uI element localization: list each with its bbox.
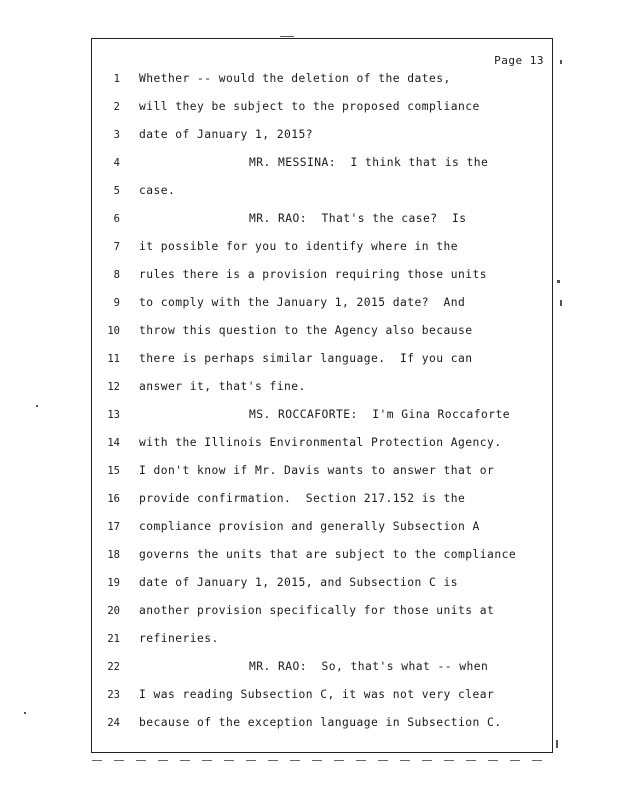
transcript-line [92, 491, 552, 511]
line-number: 19 [107, 577, 120, 589]
line-number: 23 [107, 689, 120, 701]
scan-speck [557, 280, 560, 283]
line-text: case. [139, 184, 176, 197]
line-number: 17 [107, 521, 120, 533]
line-number: 5 [113, 185, 120, 197]
line-text: refineries. [139, 632, 219, 645]
line-text: throw this question to the Agency also because [139, 324, 473, 337]
line-text: date of January 1, 2015, and Subsection C is [139, 576, 459, 589]
line-text: I was reading Subsection C, it was not very clear [139, 688, 495, 701]
transcript-line [92, 687, 552, 707]
line-text: will they be subject to the proposed compliance [139, 100, 480, 113]
line-text: rules there is a provision requiring those units [139, 268, 488, 281]
scan-speck [280, 36, 294, 37]
line-number: 11 [107, 353, 120, 365]
line-text: date of January 1, 2015? [139, 128, 314, 141]
scan-speck [24, 712, 26, 714]
transcript-line [92, 239, 552, 259]
line-number: 9 [113, 297, 120, 309]
line-text: because of the exception language in Subsection C. [139, 716, 502, 729]
scan-artifact-rule [92, 760, 552, 761]
line-text: MR. RAO: So, that's what -- when [249, 660, 489, 673]
line-text: with the Illinois Environmental Protection Agency. [139, 436, 502, 449]
line-text: another provision specifically for those units at [139, 604, 495, 617]
transcript-line [92, 211, 552, 231]
transcript-line [92, 547, 552, 567]
line-text: there is perhaps similar language. If you can [139, 352, 473, 365]
transcript-line [92, 407, 552, 427]
transcript-line [92, 155, 552, 175]
transcript-line [92, 575, 552, 595]
transcript-line [92, 351, 552, 371]
line-text: it possible for you to identify where in the [139, 240, 459, 253]
page-number: Page 13 [494, 54, 544, 67]
line-number: 24 [107, 717, 120, 729]
transcript-line [92, 659, 552, 679]
transcript-line [92, 183, 552, 203]
transcript-line [92, 603, 552, 623]
line-number: 4 [113, 157, 120, 169]
line-text: governs the units that are subject to the compliance [139, 548, 517, 561]
scan-speck [560, 60, 562, 64]
transcript-line [92, 715, 552, 735]
line-number: 10 [107, 325, 120, 337]
line-number: 3 [113, 129, 120, 141]
line-text: I don't know if Mr. Davis wants to answer that or [139, 464, 495, 477]
line-text: Whether -- would the deletion of the dates, [139, 72, 451, 85]
line-number: 8 [113, 269, 120, 281]
transcript-page [91, 38, 553, 753]
scan-speck [556, 740, 558, 748]
transcript-line [92, 379, 552, 399]
line-number: 6 [113, 213, 120, 225]
line-text: compliance provision and generally Subsection A [139, 520, 480, 533]
transcript-line [92, 127, 552, 147]
line-number: 2 [113, 101, 120, 113]
transcript-line [92, 99, 552, 119]
transcript-line [92, 323, 552, 343]
transcript-line [92, 267, 552, 287]
line-number: 18 [107, 549, 120, 561]
line-number: 21 [107, 633, 120, 645]
line-text: provide confirmation. Section 217.152 is the [139, 492, 466, 505]
line-text: MR. MESSINA: I think that is the [249, 156, 489, 169]
transcript-line [92, 631, 552, 651]
line-text: answer it, that's fine. [139, 380, 306, 393]
line-number: 20 [107, 605, 120, 617]
line-number: 16 [107, 493, 120, 505]
line-number: 13 [107, 409, 120, 421]
scan-speck [36, 405, 38, 407]
line-text: MS. ROCCAFORTE: I'm Gina Roccaforte [249, 408, 511, 421]
line-number: 12 [107, 381, 120, 393]
transcript-line [92, 463, 552, 483]
line-number: 7 [113, 241, 120, 253]
line-number: 15 [107, 465, 120, 477]
transcript-line [92, 71, 552, 91]
line-text: to comply with the January 1, 2015 date? And [139, 296, 466, 309]
transcript-line [92, 519, 552, 539]
line-number: 1 [113, 73, 120, 85]
line-text: MR. RAO: That's the case? Is [249, 212, 467, 225]
line-number: 14 [107, 437, 120, 449]
line-number: 22 [107, 661, 120, 673]
scan-speck [560, 300, 562, 306]
transcript-line [92, 435, 552, 455]
transcript-line [92, 295, 552, 315]
